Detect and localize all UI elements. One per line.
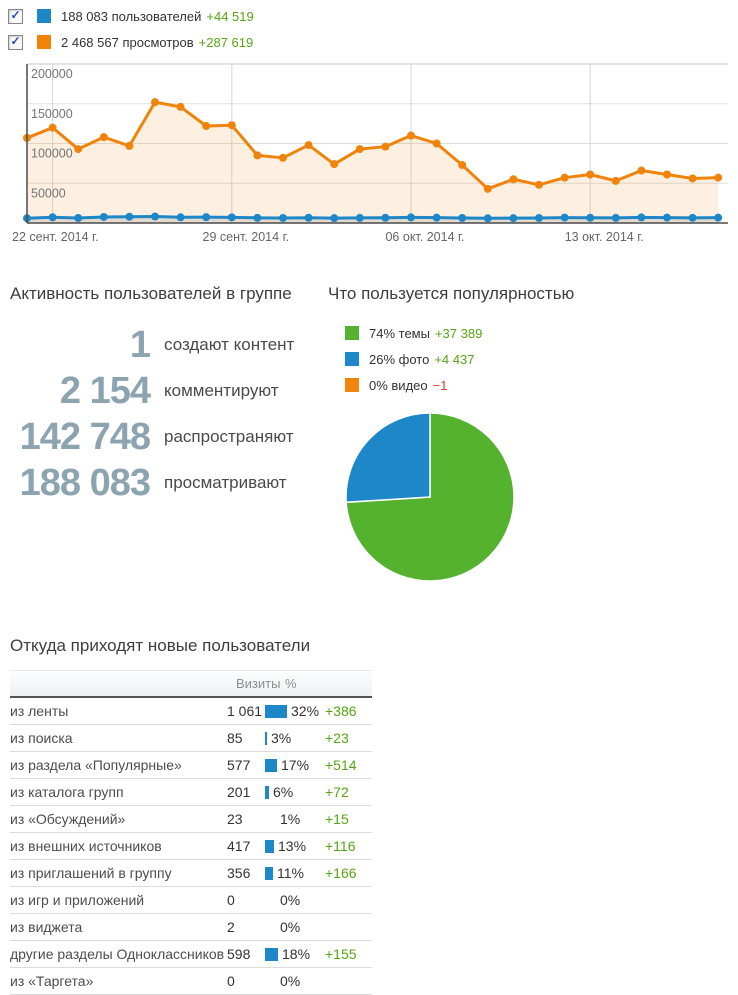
- source-delta: +72: [325, 784, 349, 800]
- source-name: из «Обсуждений»: [10, 811, 126, 827]
- views-data-point: [125, 142, 133, 150]
- activity-value: 1: [129, 323, 150, 366]
- views-data-point: [202, 122, 210, 130]
- views-color-swatch: [37, 35, 51, 49]
- source-table-row: [10, 887, 372, 914]
- source-table-row: [10, 941, 372, 968]
- source-table-row: [10, 725, 372, 752]
- x-tick-label: 22 сент. 2014 г.: [12, 230, 99, 244]
- source-table-row: [10, 806, 372, 833]
- source-table-row: [10, 968, 372, 995]
- photos-label: 26% фото: [369, 351, 430, 367]
- source-table-row: [10, 914, 372, 941]
- source-percent-cell: [265, 946, 325, 962]
- source-name: из каталога групп: [10, 784, 124, 800]
- users-data-point: [356, 214, 364, 222]
- source-delta: +155: [325, 946, 357, 962]
- views-data-point: [305, 141, 313, 149]
- users-data-point: [151, 213, 159, 221]
- views-data-point: [49, 124, 57, 132]
- source-visits: 0: [227, 973, 235, 989]
- users-data-point: [228, 213, 236, 221]
- users-data-point: [279, 214, 287, 222]
- source-percent: 1%: [280, 811, 301, 827]
- y-tick-label: 100000: [31, 146, 73, 161]
- source-percent-cell: [265, 865, 325, 881]
- topics-label: 74% темы: [369, 325, 430, 341]
- popularity-pie-chart: [345, 412, 515, 587]
- users-data-point: [74, 214, 82, 222]
- source-name: из поиска: [10, 730, 73, 746]
- topics-color-swatch: [345, 326, 359, 340]
- views-data-point: [612, 177, 620, 185]
- topics-delta: +37 389: [434, 325, 483, 341]
- percent-bar: [265, 732, 267, 745]
- activity-value: 188 083: [19, 461, 150, 504]
- percent-bar: [265, 759, 277, 772]
- header-visits-col: Визиты: [236, 676, 281, 691]
- source-visits: 356: [227, 865, 251, 881]
- views-data-point: [407, 132, 415, 140]
- source-percent: 3%: [271, 730, 292, 746]
- users-checkbox-icon[interactable]: [8, 9, 23, 24]
- views-data-point: [100, 133, 108, 141]
- views-series-area: [27, 102, 718, 223]
- activity-label: просматривают: [164, 473, 287, 492]
- source-percent-cell: [265, 838, 325, 854]
- source-percent: 18%: [282, 946, 311, 962]
- pie-legend-row-videos: [345, 372, 482, 398]
- source-visits: 417: [227, 838, 251, 854]
- line-chart-svg: [0, 58, 738, 254]
- views-data-point: [689, 174, 697, 182]
- source-percent-cell: [265, 919, 325, 935]
- y-tick-label: 50000: [31, 186, 66, 201]
- views-checkbox-icon[interactable]: [8, 35, 23, 50]
- views-data-point: [74, 145, 82, 153]
- source-name: другие разделы Одноклассников: [10, 946, 225, 962]
- source-percent-cell: [265, 703, 325, 719]
- users-data-point: [484, 214, 492, 222]
- pie-slice: [346, 413, 430, 502]
- source-percent: 32%: [291, 703, 320, 719]
- views-legend-delta: +287 619: [198, 34, 254, 50]
- users-data-point: [177, 213, 185, 221]
- users-data-point: [458, 214, 466, 222]
- users-data-point: [305, 214, 313, 222]
- views-data-point: [330, 160, 338, 168]
- users-data-point: [612, 214, 620, 222]
- source-name: из ленты: [10, 703, 69, 719]
- source-name: из раздела «Популярные»: [10, 757, 182, 773]
- views-data-point: [177, 103, 185, 111]
- source-visits: 2: [227, 919, 235, 935]
- users-legend-delta: +44 519: [206, 8, 254, 24]
- activity-label: комментируют: [164, 381, 279, 400]
- source-delta: +514: [325, 757, 357, 773]
- views-data-point: [356, 145, 364, 153]
- source-delta: +15: [325, 811, 349, 827]
- legend-row-users: [8, 6, 254, 26]
- pie-legend: [345, 320, 482, 398]
- users-data-point: [689, 214, 697, 222]
- source-visits: 85: [227, 730, 243, 746]
- pie-legend-row-topics: [345, 320, 482, 346]
- views-data-point: [509, 175, 517, 183]
- views-data-point: [484, 185, 492, 193]
- videos-delta: −1: [432, 377, 448, 393]
- users-data-point: [535, 214, 543, 222]
- percent-bar: [265, 867, 273, 880]
- activity-row: [10, 322, 325, 368]
- views-data-point: [458, 161, 466, 169]
- source-visits: 1 061: [227, 703, 263, 719]
- source-percent-cell: [265, 973, 325, 989]
- source-table-row: [10, 752, 372, 779]
- activity-value: 2 154: [59, 369, 150, 412]
- source-table-row: [10, 860, 372, 887]
- users-data-point: [714, 214, 722, 222]
- chart-legend: [8, 6, 254, 58]
- videos-label: 0% видео: [369, 377, 428, 393]
- x-tick-label: 13 окт. 2014 г.: [564, 230, 644, 244]
- source-percent: 11%: [277, 865, 304, 881]
- source-percent-cell: [265, 892, 325, 908]
- activity-section: [10, 284, 325, 506]
- users-data-point: [100, 213, 108, 221]
- source-table-row: [10, 698, 372, 725]
- users-data-point: [561, 214, 569, 222]
- source-name: из внешних источников: [10, 838, 162, 854]
- users-data-point: [637, 213, 645, 221]
- source-percent: 13%: [278, 838, 307, 854]
- views-data-point: [714, 174, 722, 182]
- source-delta: +23: [325, 730, 349, 746]
- popularity-title: Что пользуется популярностью: [328, 284, 575, 303]
- source-visits: 201: [227, 784, 251, 800]
- header-percent-col: %: [285, 676, 297, 691]
- y-tick-label: 150000: [31, 106, 73, 121]
- percent-bar: [265, 948, 278, 961]
- source-name: из игр и приложений: [10, 892, 145, 908]
- source-table-row: [10, 833, 372, 860]
- users-data-point: [125, 213, 133, 221]
- views-data-point: [535, 181, 543, 189]
- source-percent: 0%: [280, 892, 301, 908]
- x-tick-label: 29 сент. 2014 г.: [202, 230, 290, 244]
- percent-bar: [265, 840, 274, 853]
- users-legend-label: 188 083 пользователей: [61, 8, 202, 24]
- source-visits: 577: [227, 757, 251, 773]
- legend-row-views: [8, 32, 254, 52]
- activity-row: [10, 414, 325, 460]
- users-data-point: [663, 214, 671, 222]
- source-percent-cell: [265, 730, 325, 746]
- pie-chart-svg: [345, 412, 515, 582]
- source-visits: 598: [227, 946, 251, 962]
- source-visits: 23: [227, 811, 243, 827]
- percent-bar: [265, 705, 287, 718]
- videos-color-swatch: [345, 378, 359, 392]
- source-delta: +386: [325, 703, 357, 719]
- y-tick-label: 200000: [31, 67, 73, 81]
- users-color-swatch: [37, 9, 51, 23]
- source-percent: 0%: [280, 919, 301, 935]
- source-visits: 0: [227, 892, 235, 908]
- source-percent: 6%: [273, 784, 294, 800]
- activity-label: распространяют: [164, 427, 294, 446]
- views-data-point: [151, 98, 159, 106]
- source-percent-cell: [265, 784, 325, 800]
- activity-row: [10, 460, 325, 506]
- pie-legend-row-photos: [345, 346, 482, 372]
- views-data-point: [433, 140, 441, 148]
- users-data-point: [202, 213, 210, 221]
- source-percent: 17%: [281, 757, 310, 773]
- source-name: из «Таргета»: [10, 973, 94, 989]
- activity-rows: [10, 322, 325, 506]
- views-legend-label: 2 468 567 просмотров: [61, 34, 194, 50]
- sources-section: [10, 636, 372, 995]
- views-data-point: [228, 121, 236, 129]
- users-data-point: [407, 213, 415, 221]
- users-data-point: [330, 214, 338, 222]
- photos-color-swatch: [345, 352, 359, 366]
- views-data-point: [253, 151, 261, 159]
- views-data-point: [663, 171, 671, 179]
- activity-value: 142 748: [19, 415, 150, 458]
- source-delta: +116: [325, 838, 356, 854]
- sources-table: [10, 670, 372, 995]
- users-data-point: [509, 214, 517, 222]
- photos-delta: +4 437: [434, 351, 475, 367]
- source-name: из приглашений в группу: [10, 865, 172, 881]
- sources-table-body: [10, 698, 372, 995]
- sources-title: Откуда приходят новые пользователи: [10, 636, 311, 655]
- users-data-point: [586, 214, 594, 222]
- traffic-line-chart: [0, 58, 738, 259]
- activity-title: Активность пользователей в группе: [10, 284, 292, 303]
- source-percent: 0%: [280, 973, 301, 989]
- users-data-point: [381, 214, 389, 222]
- activity-row: [10, 368, 325, 414]
- x-tick-label: 06 окт. 2014 г.: [385, 230, 465, 244]
- source-table-row: [10, 779, 372, 806]
- views-data-point: [637, 167, 645, 175]
- source-delta: +166: [325, 865, 357, 881]
- users-data-point: [433, 214, 441, 222]
- users-data-point: [49, 213, 57, 221]
- views-data-point: [279, 154, 287, 162]
- activity-label: создают контент: [164, 335, 295, 354]
- percent-bar: [265, 786, 269, 799]
- views-data-point: [561, 174, 569, 182]
- source-percent-cell: [265, 811, 325, 827]
- users-data-point: [253, 214, 261, 222]
- source-name: из виджета: [10, 919, 83, 935]
- sources-table-header: [10, 670, 372, 698]
- views-data-point: [586, 171, 594, 179]
- source-percent-cell: [265, 757, 325, 773]
- views-data-point: [381, 143, 389, 151]
